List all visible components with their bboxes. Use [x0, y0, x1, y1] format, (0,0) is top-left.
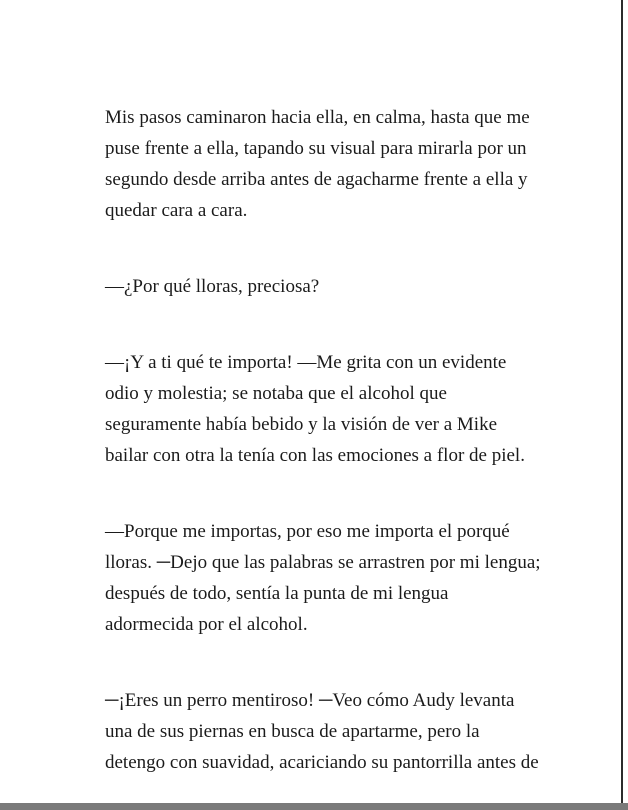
paragraph-3-line-4: bailar con otra la tenía con las emociones a flor de piel. — [105, 445, 525, 466]
paragraph-1-line-3: segundo desde arriba antes de agacharme frente a ella y — [105, 169, 528, 190]
paragraph-3-line-1: —¡Y a ti qué te importa! —Me grita con un evidente — [105, 352, 507, 373]
page-bottom-separator — [0, 803, 628, 810]
paragraph-4-line-4: adormecida por el alcohol. — [105, 614, 308, 635]
paragraph-4-line-2: lloras. ─Dejo que las palabras se arrastren por mi lengua; — [105, 552, 541, 573]
paragraph-3 — [105, 347, 545, 471]
paragraph-5-line-2: una de sus piernas en busca de apartarme, pero la — [105, 721, 480, 742]
paragraph-2 — [105, 271, 545, 302]
text-block — [105, 102, 545, 810]
paragraph-5 — [105, 685, 545, 778]
paragraph-1-line-1: Mis pasos caminaron hacia ella, en calma, hasta que me — [105, 107, 530, 128]
paragraph-1 — [105, 102, 545, 226]
paragraph-3-line-2: odio y molestia; se notaba que el alcohol que — [105, 383, 447, 404]
paragraph-5-line-1: ─¡Eres un perro mentiroso! ─Veo cómo Audy levanta — [105, 690, 515, 711]
paragraph-4-line-3: después de todo, sentía la punta de mi lengua — [105, 583, 449, 604]
paragraph-4-line-1: —Porque me importas, por eso me importa el porqué — [105, 521, 510, 542]
paragraph-1-line-2: puse frente a ella, tapando su visual para mirarla por un — [105, 138, 527, 159]
paragraph-4 — [105, 516, 545, 640]
paragraph-3-line-3: seguramente había bebido y la visión de ver a Mike — [105, 414, 498, 435]
page-right-edge-line — [621, 0, 623, 803]
paragraph-5-line-3: detengo con suavidad, acariciando su pantorrilla antes de — [105, 752, 539, 773]
paragraph-1-line-4: quedar cara a cara. — [105, 200, 248, 221]
paragraph-2-line-1: —¿Por qué lloras, preciosa? — [105, 276, 320, 297]
